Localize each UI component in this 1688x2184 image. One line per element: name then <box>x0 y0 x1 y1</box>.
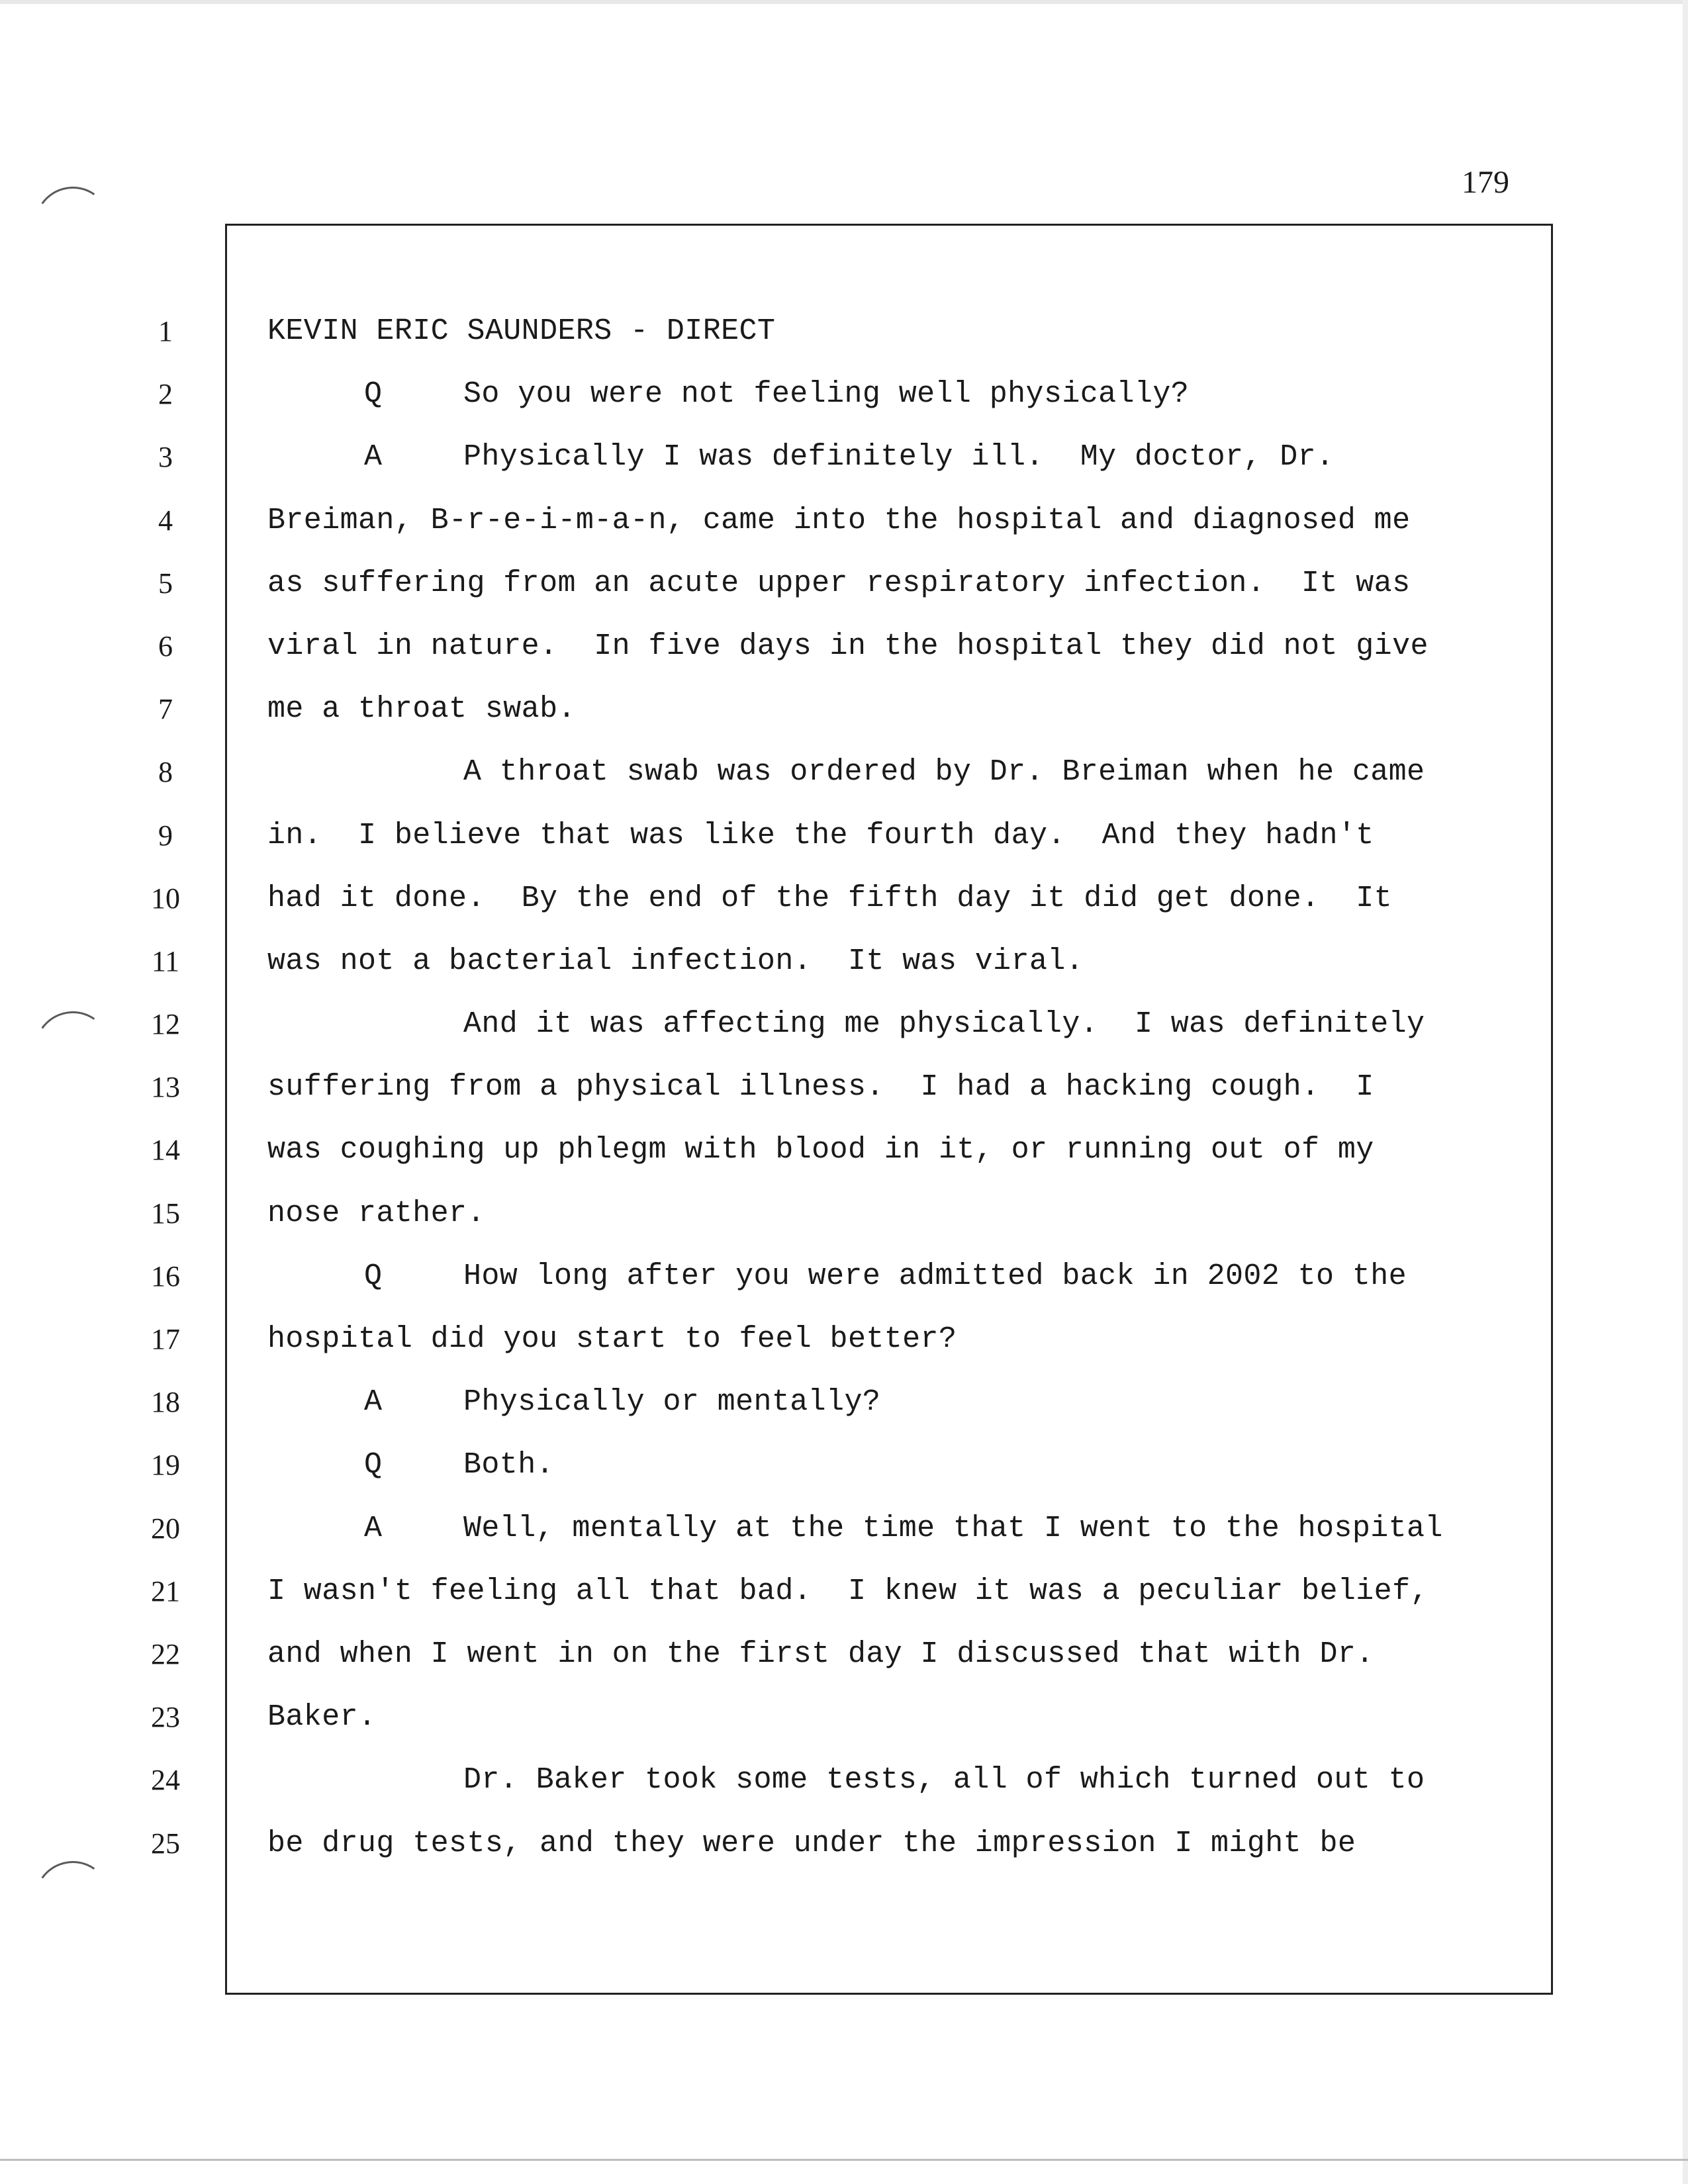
line-number: 18 <box>151 1386 180 1419</box>
line-number: 12 <box>151 1008 180 1041</box>
transcript-line <box>267 1192 1545 1255</box>
transcript-line <box>267 1381 1545 1443</box>
line-number: 11 <box>151 944 180 978</box>
transcript-line <box>267 1318 1545 1381</box>
transcript-line <box>267 1128 1545 1191</box>
speaker-label: Q <box>364 1259 383 1293</box>
line-number: 4 <box>158 504 173 537</box>
line-text: Breiman, B-r-e-i-m-a-n, came into the hospital and diagnosed me <box>267 503 1411 537</box>
line-text: was not a bacterial infection. It was viral. <box>267 944 1084 978</box>
line-text: viral in nature. In five days in the hospital they did not give <box>267 629 1429 663</box>
line-number: 22 <box>151 1637 180 1670</box>
transcript-line <box>267 435 1545 498</box>
transcript-line <box>267 1570 1545 1633</box>
line-text: Physically or mentally? <box>463 1385 881 1420</box>
line-number: 7 <box>158 693 173 726</box>
transcript-line <box>267 562 1545 625</box>
line-number: 1 <box>158 315 173 347</box>
line-number: 17 <box>151 1323 180 1355</box>
line-text: be drug tests, and they were under the impression I might be <box>267 1826 1356 1860</box>
line-number: 6 <box>158 629 173 662</box>
line-text: I wasn't feeling all that bad. I knew it was a peculiar belief, <box>267 1574 1429 1608</box>
line-number: 19 <box>151 1449 180 1482</box>
line-number: 13 <box>151 1071 180 1104</box>
line-text: as suffering from an acute upper respiratory infection. It was <box>267 566 1411 600</box>
line-text: Well, mentally at the time that I went to the hospital <box>463 1511 1443 1545</box>
line-text: A throat swab was ordered by Dr. Breiman when he came <box>463 755 1425 790</box>
line-number: 2 <box>158 378 173 411</box>
line-number: 3 <box>158 441 173 474</box>
transcript-line <box>267 940 1545 1003</box>
binder-hole-middle <box>28 1005 117 1094</box>
transcript-text <box>267 310 1545 1885</box>
line-text: was coughing up phlegm with blood in it, or running out of my <box>267 1133 1374 1167</box>
transcript-line <box>267 373 1545 435</box>
line-text: suffering from a physical illness. I had a hacking cough. I <box>267 1070 1374 1105</box>
line-text: hospital did you start to feel better? <box>267 1322 957 1356</box>
transcript-line <box>267 310 1545 373</box>
transcript-line <box>267 1443 1545 1506</box>
line-number: 23 <box>151 1701 180 1734</box>
scan-edge-bottom <box>0 2159 1688 2161</box>
transcript-line <box>267 751 1545 813</box>
line-number: 9 <box>158 819 173 852</box>
line-number: 8 <box>158 756 173 789</box>
transcript-line <box>267 499 1545 562</box>
transcript-line <box>267 1066 1545 1128</box>
transcript-line <box>267 877 1545 940</box>
line-text: in. I believe that was like the fourth day. And they hadn't <box>267 818 1374 852</box>
line-number-column <box>132 310 199 1885</box>
line-text: KEVIN ERIC SAUNDERS - DIRECT <box>267 314 776 348</box>
line-text: Dr. Baker took some tests, all of which turned out to <box>463 1763 1425 1797</box>
line-number: 24 <box>151 1764 180 1797</box>
line-number: 16 <box>151 1259 180 1293</box>
line-text: How long after you were admitted back in 2002 to the <box>463 1259 1407 1293</box>
speaker-label: A <box>364 1385 383 1420</box>
transcript-line <box>267 1633 1545 1696</box>
line-number: 20 <box>151 1512 180 1545</box>
transcript-line <box>267 1758 1545 1821</box>
line-text: had it done. By the end of the fifth day it did get done. It <box>267 881 1393 915</box>
line-text: and when I went in on the first day I discussed that with Dr. <box>267 1637 1374 1671</box>
transcript-line <box>267 1255 1545 1318</box>
line-text: And it was affecting me physically. I was definitely <box>463 1007 1425 1042</box>
transcript-line <box>267 625 1545 688</box>
scan-edge-top <box>0 0 1688 4</box>
speaker-label: Q <box>364 377 383 412</box>
transcript-line <box>267 1507 1545 1570</box>
line-number: 14 <box>151 1134 180 1167</box>
transcript-line <box>267 1822 1545 1885</box>
transcript-line <box>267 814 1545 877</box>
speaker-label: A <box>364 440 383 475</box>
page-number: 179 <box>1462 165 1509 200</box>
transcript-line <box>267 1003 1545 1066</box>
binder-hole-bottom <box>28 1855 117 1944</box>
line-number: 25 <box>151 1827 180 1860</box>
binder-hole-top <box>28 181 117 269</box>
line-text: So you were not feeling well physically? <box>463 377 1190 412</box>
line-number: 21 <box>151 1574 180 1608</box>
line-text: nose rather. <box>267 1196 485 1230</box>
line-text: Both. <box>463 1448 555 1482</box>
scan-edge-right <box>1683 0 1688 2184</box>
line-number: 10 <box>151 882 180 915</box>
line-text: Baker. <box>267 1700 377 1735</box>
speaker-label: A <box>364 1511 383 1545</box>
line-text: Physically I was definitely ill. My doctor, Dr. <box>463 440 1335 475</box>
line-number: 15 <box>151 1197 180 1230</box>
speaker-label: Q <box>364 1448 383 1482</box>
transcript-line <box>267 1696 1545 1758</box>
transcript-line <box>267 688 1545 751</box>
line-number: 5 <box>158 567 173 600</box>
line-text: me a throat swab. <box>267 692 576 727</box>
